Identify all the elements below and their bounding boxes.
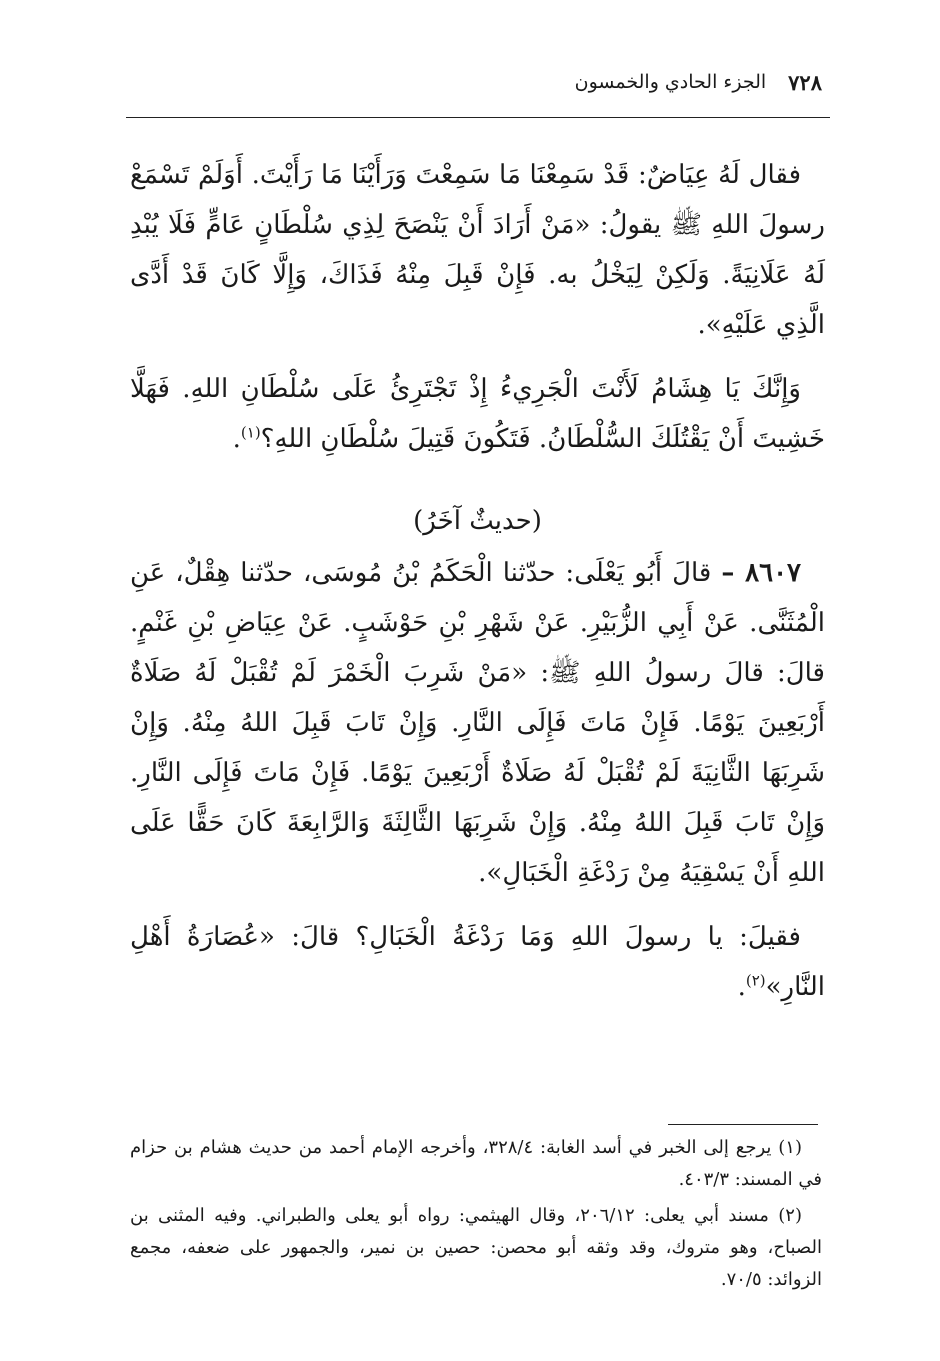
paragraph-2-text: وَإِنَّكَ يَا هِشَامُ لَأَنْتَ الْجَرِيءُ إِذْ تَجْتَرِئُ عَلَى سُلْطَانِ اللهِ. فَهَلَّا خَشِيتَ أَنْ يَقْتُلَكَ السُّلْطَانُ. فَتَكُونَ قَتِيلَ سُلْطَانِ اللهِ؟ — [130, 374, 825, 454]
hadith-number: ٨٦٠٧ – — [721, 558, 802, 588]
page-number: ٧٢٨ — [788, 69, 822, 95]
footnote-divider — [668, 1124, 818, 1125]
footnote-ref-2[interactable]: (٢) — [745, 971, 766, 990]
paragraph-4-text: فقيلَ: يا رسولَ اللهِ وَمَا رَدْغَةُ الْخَبَالِ؟ قالَ: «عُصَارَةُ أَهْلِ النَّارِ» — [130, 922, 825, 1002]
main-text — [130, 150, 825, 1026]
paragraph-2: وَإِنَّكَ يَا هِشَامُ لَأَنْتَ الْجَرِيءُ إِذْ تَجْتَرِئُ عَلَى سُلْطَانِ اللهِ. فَهَلَّا خَشِيتَ أَنْ يَقْتُلَكَ السُّلْطَانُ. فَتَكُونَ قَتِيلَ سُلْطَانِ اللهِ؟$^{(١)}$. — [130, 374, 825, 454]
paragraph-3 — [130, 548, 825, 898]
paragraph-3-text: قالَ أَبُو يَعْلَى: حدّثنا الْحَكَمُ بْنُ مُوسَى، حدّثنا هِقْلٌ، عَنِ الْمُثَنَّى. عَنْ أَبِي الزُّبَيْرِ. عَنْ شَهْرِ بْنِ حَوْشَبٍ. عَنْ عِيَاضِ بْنِ غَنْمٍ. قالَ: قالَ رسولُ اللهِ ﷺ: «مَنْ شَرِبَ الْخَمْرَ لَمْ تُقْبَلْ لَهُ صَلَاةٌ أَرْبَعِينَ يَوْمًا. فَإِنْ مَاتَ فَإِلَى النَّارِ. وَإِنْ تَابَ قَبِلَ اللهُ مِنْهُ. وَإِنْ شَرِبَهَا الثَّانِيَةَ لَمْ تُقْبَلْ لَهُ صَلَاةٌ أَرْبَعِينَ يَوْمًا. فَإِنْ مَاتَ فَإِلَى النَّارِ. وَإِنْ تَابَ قَبِلَ اللهُ مِنْهُ. وَإِنْ شَرِبَهَا الثَّالِثَةَ وَالرَّابِعَةَ كَانَ حَقًّا عَلَى اللهِ أَنْ يَسْقِيَهُ مِنْ رَدْغَةِ الْخَبَالِ». — [130, 558, 826, 888]
footnote-2: (٢) مسند أبي يعلى: ٢٠٦/١٢، وقال الهيثمي: رواه أبو يعلى والطبراني. وفيه المثنى بن الصباح، وهو متروك، وقد وثقه أبو محصن: حصين بن نمير، والجمهور على ضعفه، مجمع الزوائد: ٧٠/٥. — [130, 1205, 822, 1290]
section-heading: (حديثٌ آخَرُ) — [413, 506, 542, 536]
paragraph-1: فقال لَهُ عِيَاضٌ: قَدْ سَمِعْنَا مَا سَمِعْتَ وَرَأَيْنَا مَا رَأَيْتَ. أَوَلَمْ تَسْمَعْ رسولَ اللهِ ﷺ يقولُ: «مَنْ أَرَادَ أَنْ يَنْصَحَ لِذِي سُلْطَانٍ عَامٍّ فَلَا يُبْدِ لَهُ عَلَانِيَةً. وَلَكِنْ لِيَخْلُ به. فَإِنْ قَبِلَ مِنْهُ فَذَاكَ، وَإِلَّا كَانَ قَدْ أَدَّى الَّذِي عَلَيْهِ». — [130, 160, 825, 340]
footnotes — [130, 1132, 822, 1300]
footnote-1: (١) يرجع إلى الخبر في أسد الغابة: ٣٢٨/٤، وأخرجه الإمام أحمد من حديث هشام بن حزام في المسند: ٤٠٣/٣. — [130, 1137, 822, 1190]
page-header — [130, 62, 822, 102]
running-title: الجزء الحادي والخمسون — [574, 71, 767, 93]
paragraph-4: فقيلَ: يا رسولَ اللهِ وَمَا رَدْغَةُ الْخَبَالِ؟ قالَ: «عُصَارَةُ أَهْلِ النَّارِ»$^{(٢)}$. — [130, 922, 825, 1002]
footnote-ref-1[interactable]: (١) — [240, 423, 261, 442]
header-divider — [126, 117, 830, 118]
